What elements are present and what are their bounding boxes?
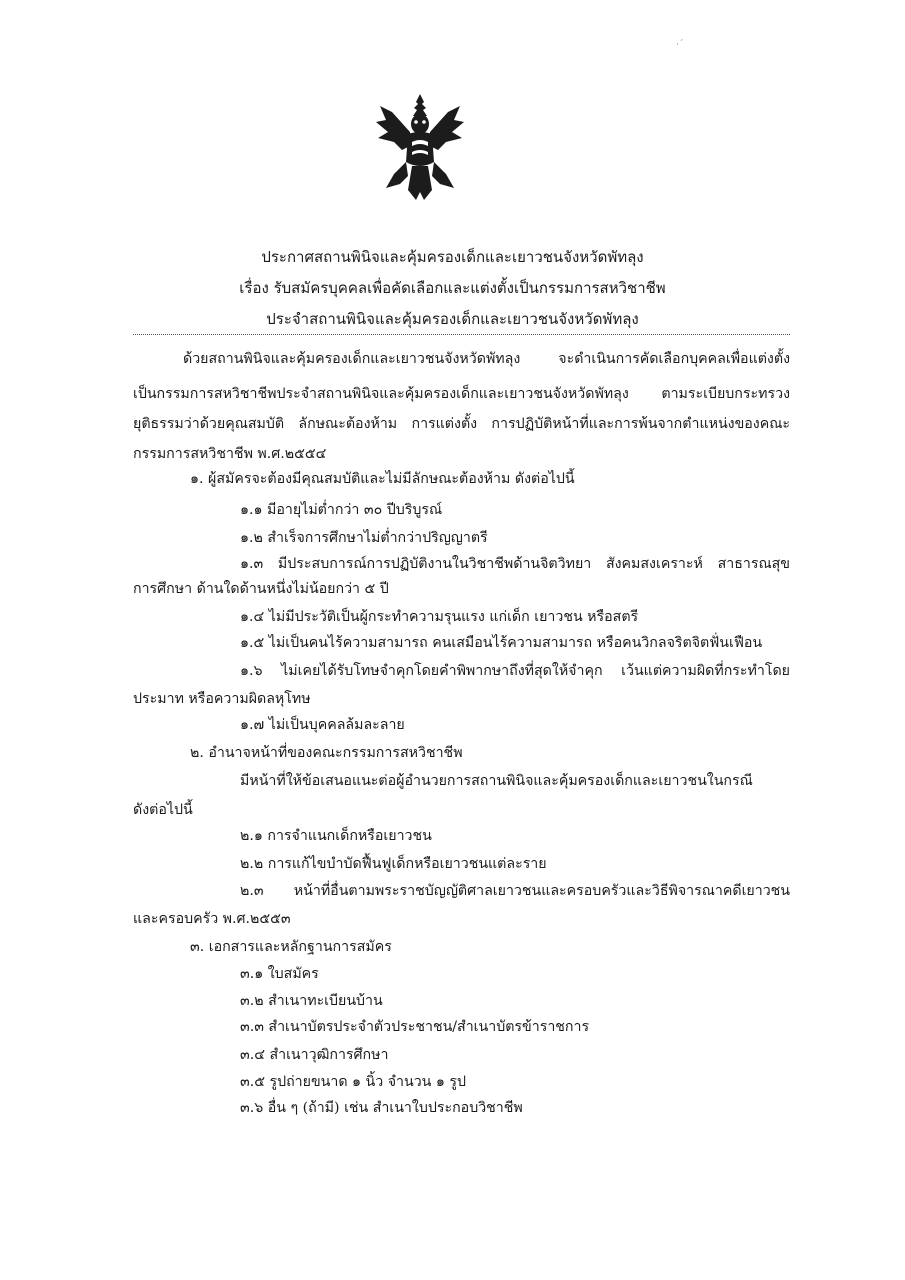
announcement-subject: เรื่อง รับสมัครบุคคลเพื่อคัดเลือกและแต่งตั้งเป็นกรรมการสหวิชาชีพ: [239, 279, 666, 297]
list-item: ๒.๓ หน้าที่อื่นตามพระราชบัญญัติศาลเยาวชนและครอบครัวและวิธีพิจารณาคดีเยาวชน: [240, 883, 790, 899]
list-item: ๓.๑ ใบสมัคร: [240, 966, 319, 982]
garuda-emblem: [372, 92, 468, 202]
intro-line: ด้วยสถานพินิจและคุ้มครองเด็กและเยาวชนจังหวัดพัทลุง จะดำเนินการคัดเลือกบุคคลเพื่อแต่งตั้ง: [183, 351, 790, 367]
list-item: ๓.๒ สำเนาทะเบียนบ้าน: [240, 993, 383, 1009]
list-item: ๑.๓ มีประสบการณ์การปฏิบัติงานในวิชาชีพด้านจิตวิทยา สังคมสงเคราะห์ สาธารณสุข: [240, 556, 790, 572]
list-item-cont: ประมาท หรือความผิดลหุโทษ: [133, 691, 311, 707]
list-item: ๓.๕ รูปถ่ายขนาด ๑ นิ้ว จำนวน ๑ รูป: [240, 1074, 467, 1090]
list-item: ๑.๑ มีอายุไม่ต่ำกว่า ๓๐ ปีบริบูรณ์: [240, 502, 443, 518]
intro-line: กรรมการสหวิชาชีพ พ.ศ.๒๕๕๔: [133, 446, 327, 462]
intro-line: ยุติธรรมว่าด้วยคุณสมบัติ ลักษณะต้องห้าม การแต่งตั้ง การปฏิบัติหน้าที่และการพ้นจากตำแหน่งของคณะ: [133, 416, 790, 432]
section-description-cont: ดังต่อไปนี้: [133, 802, 193, 818]
list-item: ๓.๔ สำเนาวุฒิการศึกษา: [240, 1047, 389, 1063]
announcement-subject-cont: ประจำสถานพินิจและคุ้มครองเด็กและเยาวชนจังหวัดพัทลุง: [266, 310, 639, 328]
list-item: ๑.๖ ไม่เคยได้รับโทษจำคุกโดยคำพิพากษาถึงที่สุดให้จำคุก เว้นแต่ความผิดที่กระทำโดย: [240, 663, 790, 679]
section-heading: ๓. เอกสารและหลักฐานการสมัคร: [190, 939, 392, 955]
list-item-cont: และครอบครัว พ.ศ.๒๕๕๓: [133, 911, 291, 927]
scan-mark: ·´: [676, 40, 684, 50]
section-description: มีหน้าที่ให้ข้อเสนอแนะต่อผู้อำนวยการสถานพินิจและคุ้มครองเด็กและเยาวชนในกรณี: [240, 773, 753, 789]
section-heading: ๒. อำนาจหน้าที่ของคณะกรรมการสหวิชาชีพ: [190, 745, 463, 761]
list-item: ๓.๖ อื่น ๆ (ถ้ามี) เช่น สำเนาใบประกอบวิชาชีพ: [240, 1100, 523, 1116]
list-item: ๒.๑ การจำแนกเด็กหรือเยาวชน: [240, 828, 432, 844]
list-item: ๑.๒ สำเร็จการศึกษาไม่ต่ำกว่าปริญญาตรี: [240, 530, 488, 546]
list-item-cont: การศึกษา ด้านใดด้านหนึ่งไม่น้อยกว่า ๕ ปี: [133, 581, 389, 597]
announcement-title: ประกาศสถานพินิจและคุ้มครองเด็กและเยาวชนจังหวัดพัทลุง: [261, 248, 644, 266]
list-item: ๑.๕ ไม่เป็นคนไร้ความสามารถ คนเสมือนไร้ความสามารถ หรือคนวิกลจริตจิตฟั่นเฟือน: [240, 635, 763, 651]
intro-line: เป็นกรรมการสหวิชาชีพประจำสถานพินิจและคุ้มครองเด็กและเยาวชนจังหวัดพัทลุง ตามระเบียบกระทรวง: [133, 386, 790, 402]
list-item: ๒.๒ การแก้ไขบำบัดฟื้นฟูเด็กหรือเยาวชนแต่ละราย: [240, 856, 547, 872]
list-item: ๓.๓ สำเนาบัตรประจำตัวประชาชน/สำเนาบัตรข้าราชการ: [240, 1019, 590, 1035]
list-item: ๑.๔ ไม่มีประวัติเป็นผู้กระทำความรุนแรง แก่เด็ก เยาวชน หรือสตรี: [240, 609, 639, 625]
section-heading: ๑. ผู้สมัครจะต้องมีคุณสมบัติและไม่มีลักษณะต้องห้าม ดังต่อไปนี้: [190, 471, 575, 487]
dotted-divider: [133, 334, 790, 335]
list-item: ๑.๗ ไม่เป็นบุคคลล้มละลาย: [240, 717, 405, 733]
